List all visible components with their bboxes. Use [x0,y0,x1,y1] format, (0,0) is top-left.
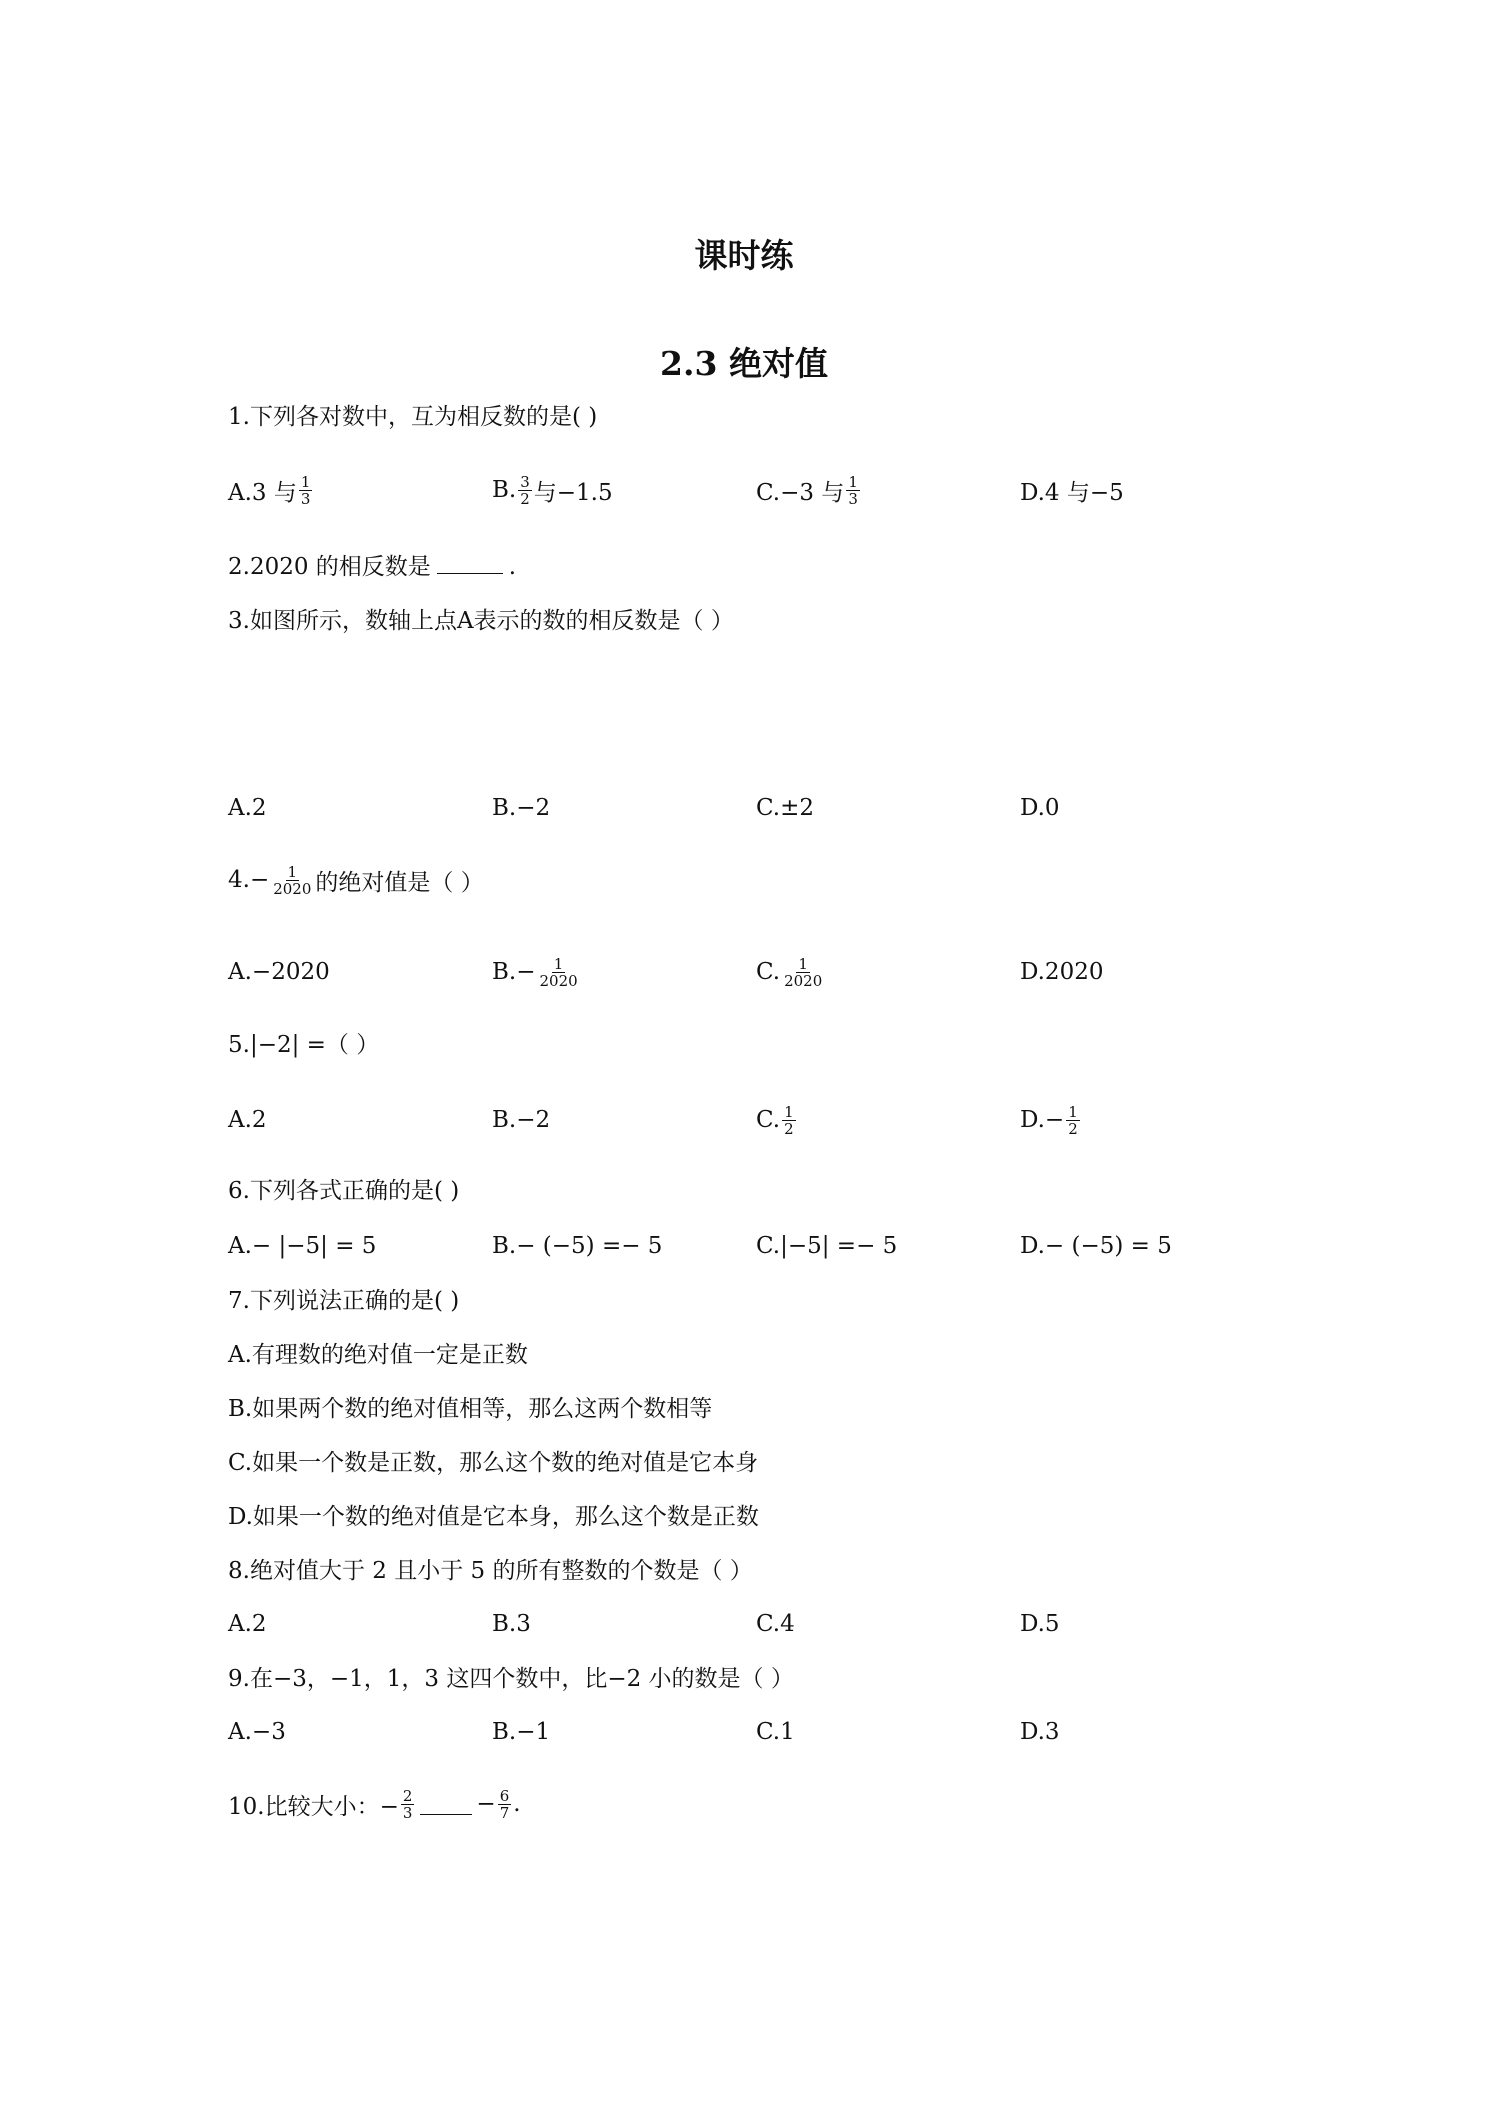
question-6-options [228,1224,1288,1268]
question-3-options [228,786,1288,830]
q3-option-d: D.0 [1020,795,1060,821]
q4-pre: 4.− [228,867,270,893]
q1-a-den: 3 [300,489,311,508]
question-7-stem: 7.下列说法正确的是( ) [228,1288,460,1314]
q4-fraction [271,864,313,897]
question-4-stem [228,858,1288,902]
q10-line [228,1782,521,1826]
q4-b-num: 1 [553,954,564,973]
q10-answer-blank[interactable] [420,1794,472,1815]
q10-num-2: 6 [499,1786,510,1805]
q4-b-den: 2020 [539,971,578,990]
q1-c-num: 1 [848,472,858,491]
q3-option-b: B.−2 [492,795,551,821]
q10-pre: 10.比较大小：− [228,1793,399,1820]
question-9-stem: 9.在−3，−1，1，3 这四个数中，比−2 小的数是（ ） [228,1666,794,1692]
q4-b-text: B.− [492,959,536,985]
q5-c-text: C. [756,1107,781,1133]
q5-d-den: 2 [1068,1119,1078,1138]
q1-b-den: 2 [520,489,530,508]
question-9-options [228,1710,1288,1754]
q9-option-a: A.−3 [228,1719,286,1745]
q4-post: 的绝对值是（ ） [315,869,484,896]
q6-option-c: C.|−5| =− 5 [756,1233,898,1259]
page-title: 课时练 [694,236,794,275]
q4-b-fraction [537,956,579,989]
q1-option-b [492,468,613,512]
q9-option-d: D.3 [1020,1719,1060,1745]
question-10 [228,1782,1288,1826]
q10-fraction-2 [498,1788,512,1821]
q8-option-c: C.4 [756,1611,795,1637]
q1-c-den: 3 [848,489,858,508]
q5-c-den: 2 [784,1119,794,1138]
question-4-options [228,950,1288,994]
q1-a-fraction [299,474,313,507]
q4-option-a: A.−2020 [228,959,330,985]
q2-text: 2.2020 的相反数是 [228,554,431,580]
q8-option-d: D.5 [1020,1611,1060,1637]
q5-option-c [756,1098,798,1142]
q5-option-a: A.2 [228,1107,267,1133]
q5-c-num: 1 [784,1102,794,1121]
q1-b-post: 与−1.5 [533,479,613,506]
q8-option-b: B.3 [492,1611,531,1637]
q10-den-2: 7 [499,1803,510,1822]
q1-b-fraction [518,474,532,507]
q1-c-fraction [846,474,860,507]
question-2 [228,552,516,582]
q1-a-num: 1 [300,472,311,491]
q4-stem-line [228,858,484,902]
q5-option-d [1020,1098,1082,1142]
question-8-options [228,1602,1288,1646]
q1-a-text: A.3 与 [228,479,297,506]
q7-option-c: C.如果一个数是正数，那么这个数的绝对值是它本身 [228,1450,759,1476]
q4-c-den: 2020 [784,971,823,990]
q5-d-num: 1 [1068,1102,1078,1121]
q3-option-a: A.2 [228,795,267,821]
q10-num-1: 2 [402,1786,413,1805]
q1-option-d: D.4 与−5 [1020,479,1124,506]
q10-mid: − [476,1791,496,1817]
q4-c-num: 1 [798,954,808,973]
q4-option-d: D.2020 [1020,959,1104,985]
q1-c-text: C.−3 与 [756,479,845,506]
q5-d-fraction [1066,1104,1080,1137]
q2-period: . [508,554,517,580]
q6-option-b: B.− (−5) =− 5 [492,1233,663,1259]
question-1-options [228,468,1288,512]
question-1-stem: 1.下列各对数中，互为相反数的是( ) [228,404,598,430]
q10-fraction-1 [401,1788,415,1821]
q6-option-d: D.− (−5) = 5 [1020,1233,1172,1259]
q8-option-a: A.2 [228,1611,267,1637]
q9-option-c: C.1 [756,1719,795,1745]
q1-option-a [228,468,314,512]
q7-option-a: A.有理数的绝对值一定是正数 [228,1342,528,1368]
q5-option-b: B.−2 [492,1107,551,1133]
q10-period: . [513,1791,521,1817]
question-5-stem: 5.|−2| =（ ） [228,1032,380,1058]
q5-c-fraction [782,1104,796,1137]
q4-c-fraction [782,956,824,989]
q1-b-num: 3 [520,472,530,491]
q2-answer-blank[interactable] [437,553,503,574]
q4-num: 1 [287,862,298,881]
q5-d-text: D.− [1020,1107,1065,1133]
q4-option-c [756,950,826,994]
q3-option-c: C.±2 [756,795,814,821]
q1-b-text: B. [492,477,517,503]
q7-option-d: D.如果一个数的绝对值是它本身，那么这个数是正数 [228,1504,759,1530]
q4-option-b [492,950,582,994]
q7-option-b: B.如果两个数的绝对值相等，那么这两个数相等 [228,1396,713,1422]
question-5-options [228,1098,1288,1142]
q1-option-c [756,468,862,512]
q10-den-1: 3 [402,1803,413,1822]
q6-option-a: A.− |−5| = 5 [228,1233,377,1259]
question-8-stem: 8.绝对值大于 2 且小于 5 的所有整数的个数是（ ） [228,1558,753,1584]
q4-den: 2020 [273,879,312,898]
q9-option-b: B.−1 [492,1719,551,1745]
q4-c-text: C. [756,959,781,985]
question-3-stem: 3.如图所示，数轴上点A表示的数的相反数是（ ） [228,608,734,634]
section-title: 2.3 绝对值 [660,344,828,383]
question-6-stem: 6.下列各式正确的是( ) [228,1178,460,1204]
